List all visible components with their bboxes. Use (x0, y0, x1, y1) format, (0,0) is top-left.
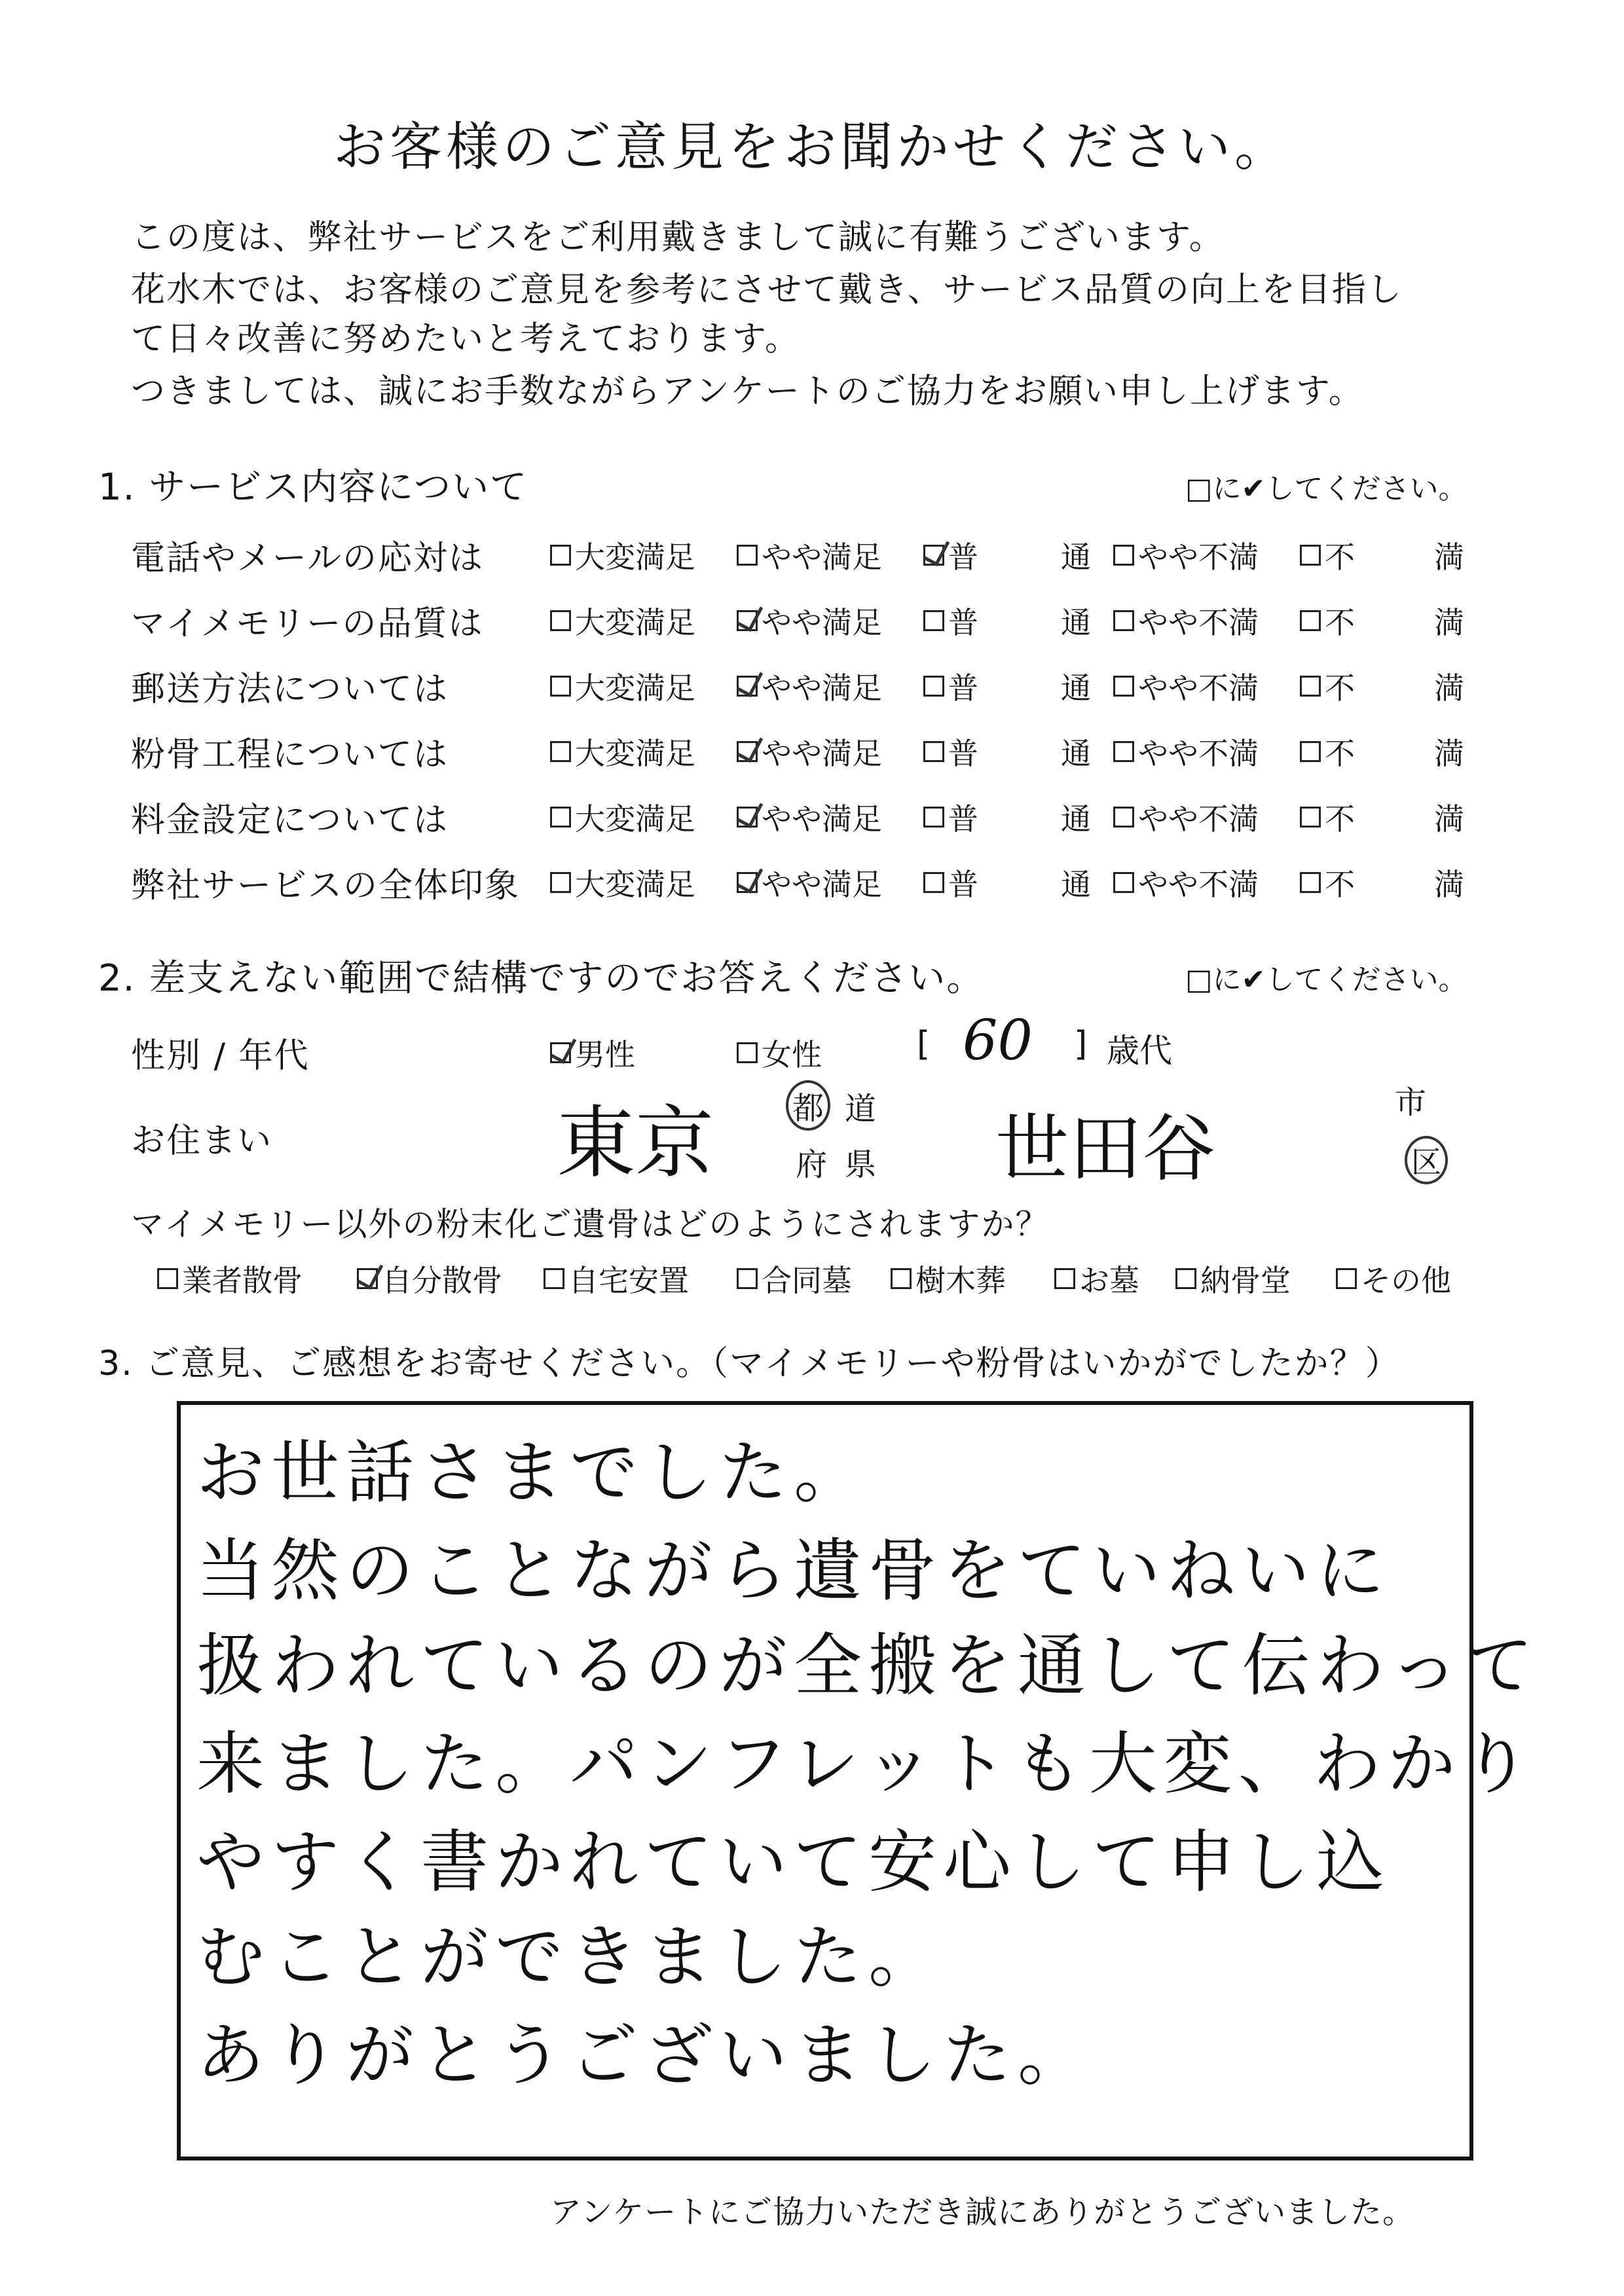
section1-option (1434, 861, 1464, 904)
option-checkbox[interactable] (923, 872, 944, 893)
option-checkbox[interactable] (923, 545, 944, 566)
option-label: やや満足 (762, 801, 882, 837)
option-checkbox[interactable] (1113, 676, 1134, 697)
option-checkbox[interactable] (737, 676, 758, 697)
section3-heading: 3. ご意見、ご感想をお寄せください。（マイメモリーや粉骨はいかがでしたか？） (98, 1344, 1401, 1383)
option-label: 大変満足 (575, 867, 695, 902)
option-checkbox[interactable] (1300, 872, 1321, 893)
pref-type-ken: 県 (845, 1146, 877, 1183)
comment-line: ありがとうございました。 (196, 2015, 1093, 2095)
intro-line-4: つきましては、誠にお手数ながらアンケートのご協力をお願い申し上げます。 (131, 372, 1364, 411)
section1-option[interactable] (1113, 730, 1259, 773)
option-checkbox[interactable] (1300, 741, 1321, 762)
option-label: 満 (1434, 736, 1464, 771)
section1-option (1434, 730, 1464, 773)
section1-option (1434, 795, 1464, 839)
comment-line: 当然のことながら遺骨をていねいに (196, 1531, 1392, 1611)
option-label: 通 (1061, 801, 1091, 837)
section1-option[interactable] (737, 665, 882, 708)
option-label: 通 (1061, 539, 1091, 575)
option-label: 不 (1325, 670, 1355, 706)
option-checkbox[interactable] (923, 676, 944, 697)
comment-line: 来ました。パンフレットも大変、わかり (196, 1724, 1537, 1804)
section1-row-label: 粉骨工程については (131, 735, 449, 774)
option-label: やや満足 (762, 539, 882, 575)
other-option[interactable] (357, 1257, 502, 1300)
option-label: 通 (1061, 736, 1091, 771)
section1-option[interactable] (1300, 861, 1355, 904)
option-label: 普 (948, 867, 978, 902)
section1-option[interactable] (1113, 599, 1259, 642)
other-question: マイメモリー以外の粉末化ご遺骨はどのようにされますか？ (131, 1205, 1050, 1243)
option-checkbox[interactable] (550, 741, 571, 762)
female-label: 女性 (762, 1037, 822, 1072)
section1-option[interactable] (1113, 534, 1259, 577)
male-label: 男性 (575, 1037, 635, 1072)
section1-option[interactable] (923, 599, 978, 642)
other-option-label: 自宅安置 (568, 1263, 689, 1298)
section1-option[interactable] (737, 534, 882, 577)
option-label: 不 (1325, 539, 1355, 575)
age-value[interactable]: 60 (963, 1008, 1033, 1072)
other-option-checkbox[interactable] (1054, 1268, 1075, 1289)
comment-line: お世話さまでした。 (196, 1432, 869, 1512)
section1-option[interactable] (923, 665, 978, 708)
city-value[interactable]: 世田谷 (995, 1106, 1215, 1192)
option-checkbox[interactable] (923, 610, 944, 631)
other-option-checkbox[interactable] (1336, 1268, 1357, 1289)
option-checkbox[interactable] (1113, 545, 1134, 566)
option-label: やや不満 (1138, 670, 1259, 706)
section1-option[interactable] (550, 730, 695, 773)
other-option-checkbox[interactable] (891, 1268, 912, 1289)
section1-row-label: マイメモリーの品質は (131, 604, 484, 644)
option-label: やや満足 (762, 867, 882, 902)
other-option-checkbox[interactable] (357, 1268, 378, 1289)
other-option[interactable] (544, 1257, 689, 1300)
option-label: 不 (1325, 867, 1355, 902)
other-option-checkbox[interactable] (157, 1268, 178, 1289)
option-checkbox[interactable] (1300, 807, 1321, 828)
section1-row-label: 料金設定については (131, 801, 449, 840)
section1-option[interactable] (550, 795, 695, 839)
section2-heading: 2. 差支えない範囲で結構ですのでお答えください。 (98, 957, 985, 1000)
option-label: やや不満 (1138, 539, 1259, 575)
comment-line: やすく書かれていて安心して申し込 (196, 1822, 1392, 1902)
prefecture-value[interactable]: 東京 (557, 1098, 714, 1189)
other-option[interactable] (1336, 1257, 1451, 1300)
option-checkbox[interactable] (1300, 676, 1321, 697)
gender-female-option[interactable] (737, 1031, 822, 1074)
option-label: 通 (1061, 867, 1091, 902)
option-label: 不 (1325, 605, 1355, 640)
other-option-checkbox[interactable] (737, 1268, 758, 1289)
section1-option[interactable] (923, 861, 978, 904)
option-label: やや満足 (762, 670, 882, 706)
pref-type-to: 都 (786, 1080, 830, 1131)
other-option-label: 樹木葬 (915, 1263, 1006, 1298)
option-checkbox[interactable] (737, 545, 758, 566)
gender-male-option[interactable] (550, 1031, 635, 1074)
section1-option (1061, 534, 1091, 577)
option-label: 満 (1434, 670, 1464, 706)
section1-note: □に✔してください。 (1185, 472, 1467, 505)
option-label: 大変満足 (575, 605, 695, 640)
section1-option[interactable] (737, 599, 882, 642)
section1-option (1061, 861, 1091, 904)
option-checkbox[interactable] (1300, 545, 1321, 566)
section1-option[interactable] (737, 861, 882, 904)
section1-row-label: 電話やメールの応対は (131, 539, 484, 578)
other-option-checkbox[interactable] (1175, 1268, 1196, 1289)
option-label: 通 (1061, 605, 1091, 640)
other-option-label: 業者散骨 (182, 1263, 303, 1298)
option-label: 満 (1434, 539, 1464, 575)
other-option-label: 合同墓 (762, 1263, 852, 1298)
option-label: 満 (1434, 605, 1464, 640)
option-checkbox[interactable] (550, 545, 571, 566)
section1-option (1061, 599, 1091, 642)
section1-option[interactable] (1113, 665, 1259, 708)
section1-option (1061, 730, 1091, 773)
section1-option (1061, 665, 1091, 708)
section1-option[interactable] (550, 861, 695, 904)
other-option-checkbox[interactable] (544, 1268, 564, 1289)
option-label: 大変満足 (575, 801, 695, 837)
section1-option[interactable] (737, 730, 882, 773)
comment-line: むことができました。 (196, 1917, 944, 1997)
section1-option[interactable] (550, 534, 695, 577)
section1-heading: 1. サービス内容について (98, 466, 528, 509)
section1-option[interactable] (1300, 534, 1355, 577)
section1-option[interactable] (923, 795, 978, 839)
section1-option (1434, 599, 1464, 642)
section1-option (1061, 795, 1091, 839)
option-checkbox[interactable] (737, 741, 758, 762)
option-label: 通 (1061, 670, 1091, 706)
section1-option[interactable] (1113, 795, 1259, 839)
option-label: やや満足 (762, 605, 882, 640)
option-checkbox[interactable] (737, 610, 758, 631)
option-checkbox[interactable] (1113, 741, 1134, 762)
option-label: 大変満足 (575, 736, 695, 771)
option-label: やや満足 (762, 736, 882, 771)
city-type-ku: 区 (1405, 1136, 1448, 1184)
section1-option[interactable] (1300, 795, 1355, 839)
section1-option[interactable] (737, 795, 882, 839)
age-bracket-open: [ (917, 1025, 931, 1064)
option-checkbox[interactable] (1113, 872, 1134, 893)
option-label: 不 (1325, 801, 1355, 837)
option-label: 普 (948, 670, 978, 706)
option-checkbox[interactable] (1113, 610, 1134, 631)
section1-option[interactable] (1300, 665, 1355, 708)
other-option-label: 納骨堂 (1200, 1263, 1291, 1298)
option-label: やや不満 (1138, 867, 1259, 902)
option-label: 大変満足 (575, 670, 695, 706)
option-label: 不 (1325, 736, 1355, 771)
option-label: 普 (948, 801, 978, 837)
option-label: 普 (948, 736, 978, 771)
age-bracket-close: ] (1074, 1025, 1088, 1064)
option-label: やや不満 (1138, 801, 1259, 837)
section1-option[interactable] (1300, 599, 1355, 642)
city-type-shi: 市 (1395, 1084, 1427, 1121)
other-option-label: 自分散骨 (382, 1263, 502, 1298)
option-checkbox[interactable] (737, 872, 758, 893)
other-option-label: お墓 (1079, 1263, 1139, 1298)
option-label: 満 (1434, 801, 1464, 837)
female-checkbox[interactable] (737, 1042, 758, 1063)
section1-row-label: 郵送方法については (131, 670, 449, 709)
option-checkbox[interactable] (550, 872, 571, 893)
intro-line-1: この度は、弊社サービスをご利用戴きまして誠に有難うございます。 (131, 218, 1225, 257)
option-label: やや不満 (1138, 605, 1259, 640)
option-checkbox[interactable] (1300, 610, 1321, 631)
other-option-label: その他 (1361, 1263, 1451, 1298)
other-option[interactable] (1175, 1257, 1291, 1300)
section1-option[interactable] (923, 534, 978, 577)
option-label: 普 (948, 605, 978, 640)
option-checkbox[interactable] (550, 610, 571, 631)
option-label: 満 (1434, 867, 1464, 902)
option-checkbox[interactable] (550, 807, 571, 828)
section1-option (1434, 534, 1464, 577)
residence-label: お住まい (131, 1121, 273, 1161)
section1-option[interactable] (1300, 730, 1355, 773)
option-checkbox[interactable] (1113, 807, 1134, 828)
page-title: お客様のご意見をお聞かせください。 (333, 117, 1291, 177)
section1-row-label: 弊社サービスの全体印象 (131, 866, 521, 905)
option-checkbox[interactable] (923, 741, 944, 762)
pref-type-fu: 府 (796, 1146, 828, 1183)
other-option[interactable] (1054, 1257, 1139, 1300)
section1-option[interactable] (1113, 861, 1259, 904)
male-checkbox[interactable] (550, 1042, 571, 1063)
other-option[interactable] (157, 1257, 303, 1300)
section1-option[interactable] (550, 599, 695, 642)
comment-line: 扱われているのが全搬を通して伝わって (196, 1626, 1540, 1705)
gender-age-label: 性別 / 年代 (131, 1036, 310, 1076)
other-option[interactable] (891, 1257, 1006, 1300)
pref-type-do: 道 (845, 1091, 877, 1127)
intro-line-2: 花水木では、お客様のご意見を参考にさせて戴き、サービス品質の向上を目指し (131, 270, 1403, 310)
option-checkbox[interactable] (737, 807, 758, 828)
other-option[interactable] (737, 1257, 852, 1300)
age-suffix: 歳代 (1107, 1032, 1172, 1070)
option-checkbox[interactable] (923, 807, 944, 828)
footer-thanks: アンケートにご協力いただき誠にありがとうございました。 (550, 2194, 1415, 2231)
section1-option[interactable] (923, 730, 978, 773)
section1-option (1434, 665, 1464, 708)
section1-option[interactable] (550, 665, 695, 708)
option-label: 大変満足 (575, 539, 695, 575)
option-checkbox[interactable] (550, 676, 571, 697)
section2-note: □に✔してください。 (1185, 963, 1467, 996)
option-label: 普 (948, 539, 978, 575)
intro-line-3: て日々改善に努めたいと考えております。 (131, 319, 800, 359)
option-label: やや不満 (1138, 736, 1259, 771)
